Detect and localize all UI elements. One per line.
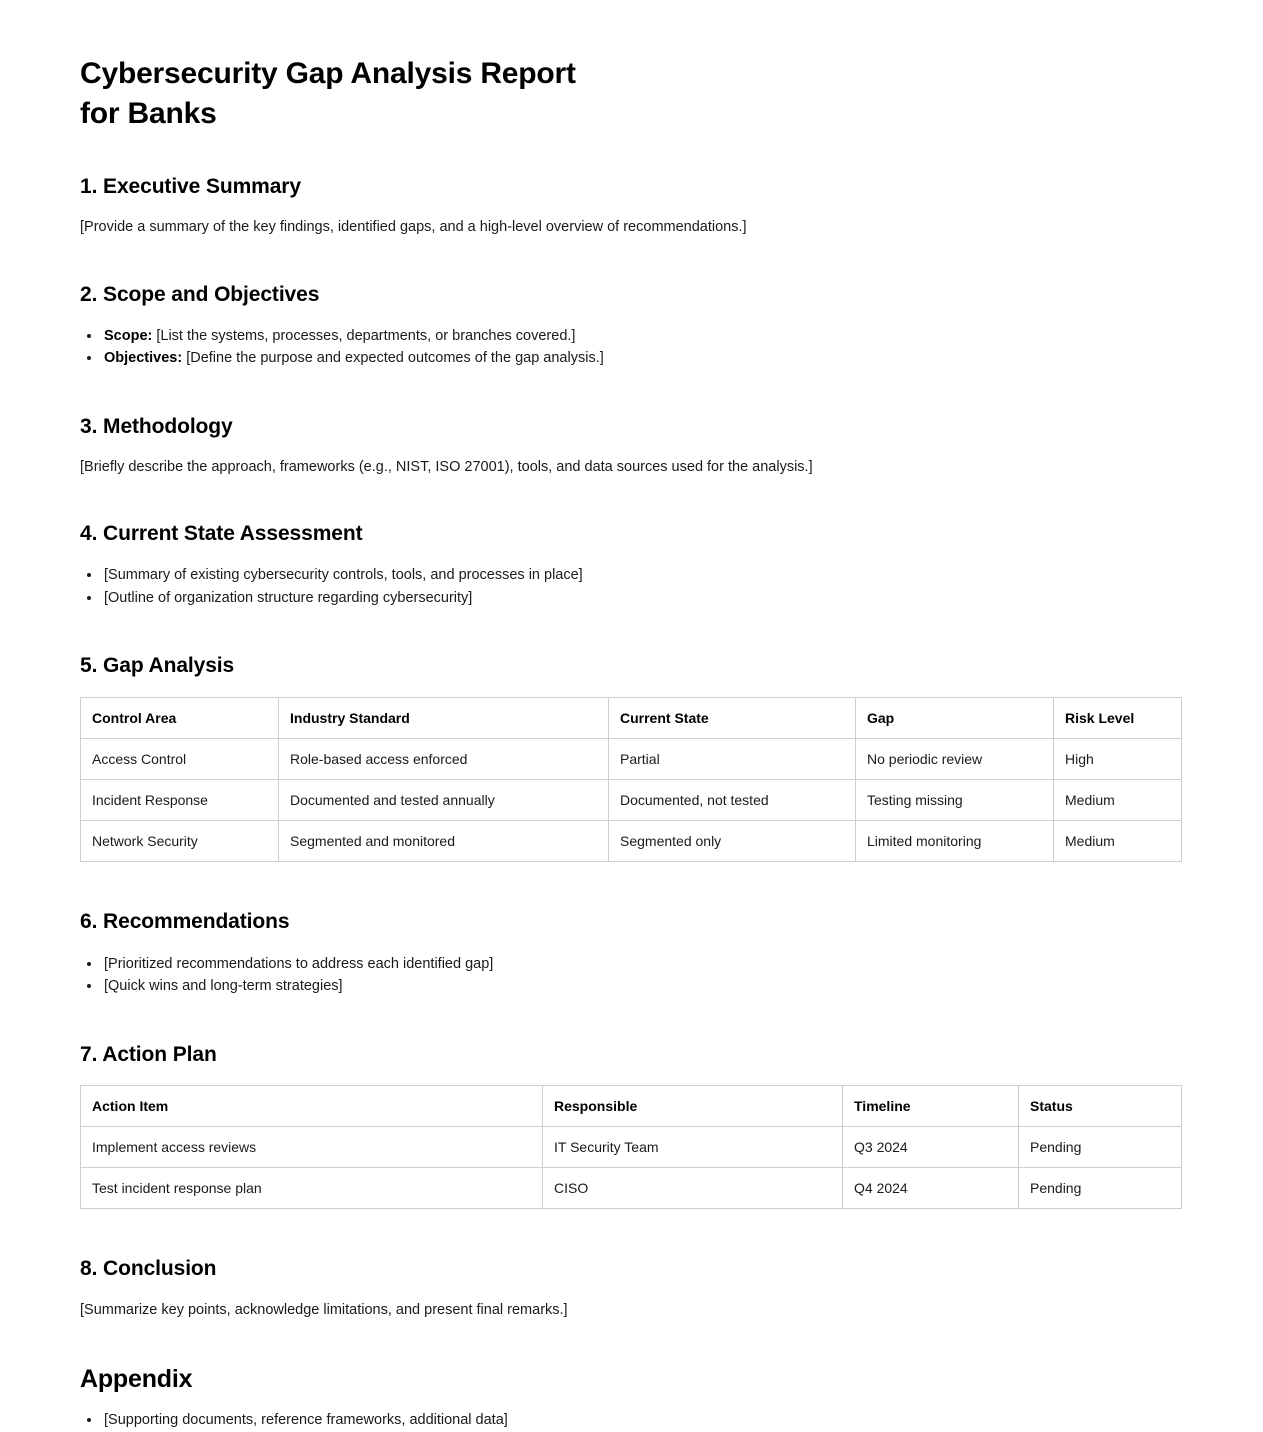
column-header-gap: Gap bbox=[856, 697, 1054, 738]
cell-control-area: Access Control bbox=[81, 738, 279, 779]
section-conclusion bbox=[80, 1255, 1185, 1320]
conclusion-body: [Summarize key points, acknowledge limitations, and present final remarks.] bbox=[80, 1301, 568, 1318]
cell-industry-standard: Segmented and monitored bbox=[279, 821, 609, 862]
executive-summary-body: [Provide a summary of the key findings, identified gaps, and a high-level overview of recommendations.] bbox=[80, 219, 747, 236]
section-current-state-assessment bbox=[80, 520, 1185, 609]
objectives-text: [Define the purpose and expected outcomes of the gap analysis.] bbox=[182, 350, 604, 367]
column-header-control-area: Control Area bbox=[81, 697, 279, 738]
column-header-timeline: Timeline bbox=[843, 1085, 1019, 1126]
section-heading-conclusion: 8. Conclusion bbox=[80, 1257, 217, 1281]
current-state-list bbox=[80, 564, 1185, 609]
cell-status: Pending bbox=[1019, 1168, 1182, 1209]
cell-gap: Testing missing bbox=[856, 779, 1054, 820]
list-item: • [Supporting documents, reference frameworks, additional data] bbox=[102, 1409, 1185, 1431]
section-methodology bbox=[80, 413, 1185, 478]
column-header-responsible: Responsible bbox=[543, 1085, 843, 1126]
cell-current-state: Partial bbox=[609, 738, 856, 779]
table-row bbox=[81, 1168, 1182, 1209]
cell-industry-standard: Role-based access enforced bbox=[279, 738, 609, 779]
recommendations-list bbox=[80, 953, 1185, 998]
table-row bbox=[81, 1127, 1182, 1168]
section-recommendations bbox=[80, 908, 1185, 997]
scope-label: Scope: bbox=[104, 327, 153, 344]
cell-responsible: IT Security Team bbox=[543, 1127, 843, 1168]
section-executive-summary bbox=[80, 173, 1185, 238]
table-row bbox=[81, 821, 1182, 862]
cell-control-area: Incident Response bbox=[81, 779, 279, 820]
cell-industry-standard: Documented and tested annually bbox=[279, 779, 609, 820]
appendix-list bbox=[80, 1409, 1185, 1431]
cell-status: Pending bbox=[1019, 1127, 1182, 1168]
cell-risk-level: Medium bbox=[1054, 779, 1182, 820]
cell-action-item: Implement access reviews bbox=[81, 1127, 543, 1168]
scope-objectives-list bbox=[80, 325, 1185, 370]
cell-gap: Limited monitoring bbox=[856, 821, 1054, 862]
section-action-plan bbox=[80, 1041, 1185, 1210]
section-appendix bbox=[80, 1363, 1185, 1432]
table-row bbox=[81, 738, 1182, 779]
section-heading-current-state-assessment: 4. Current State Assessment bbox=[80, 522, 363, 546]
cell-current-state: Documented, not tested bbox=[609, 779, 856, 820]
table-header-row bbox=[81, 1085, 1182, 1126]
page-title-line-2: for Banks bbox=[80, 96, 217, 130]
cell-gap: No periodic review bbox=[856, 738, 1054, 779]
column-header-risk-level: Risk Level bbox=[1054, 697, 1182, 738]
list-item: • [Outline of organization structure regarding cybersecurity] bbox=[102, 587, 1185, 609]
cell-responsible: CISO bbox=[543, 1168, 843, 1209]
gap-analysis-table bbox=[80, 697, 1182, 863]
action-plan-table bbox=[80, 1085, 1182, 1210]
list-item bbox=[102, 347, 1185, 369]
section-heading-action-plan: 7. Action Plan bbox=[80, 1042, 217, 1066]
section-scope-objectives bbox=[80, 281, 1185, 370]
list-item: • [Summary of existing cybersecurity controls, tools, and processes in place] bbox=[102, 564, 1185, 586]
table-header-row bbox=[81, 697, 1182, 738]
table-row bbox=[81, 779, 1182, 820]
column-header-status: Status bbox=[1019, 1085, 1182, 1126]
scope-text: [List the systems, processes, departments, or branches covered.] bbox=[152, 327, 576, 344]
cell-current-state: Segmented only bbox=[609, 821, 856, 862]
cell-control-area: Network Security bbox=[81, 821, 279, 862]
list-item: • [Quick wins and long-term strategies] bbox=[102, 975, 1185, 997]
objectives-label: Objectives: bbox=[104, 350, 183, 367]
section-heading-recommendations: 6. Recommendations bbox=[80, 910, 290, 934]
column-header-action-item: Action Item bbox=[81, 1085, 543, 1126]
cell-risk-level: High bbox=[1054, 738, 1182, 779]
section-heading-scope-objectives: 2. Scope and Objectives bbox=[80, 282, 320, 306]
list-item: • [Prioritized recommendations to address each identified gap] bbox=[102, 953, 1185, 975]
list-item bbox=[102, 325, 1185, 347]
section-heading-executive-summary: 1. Executive Summary bbox=[80, 175, 301, 199]
column-header-industry-standard: Industry Standard bbox=[279, 697, 609, 738]
page-title bbox=[80, 54, 720, 133]
cell-timeline: Q3 2024 bbox=[843, 1127, 1019, 1168]
column-header-current-state: Current State bbox=[609, 697, 856, 738]
section-gap-analysis bbox=[80, 652, 1185, 862]
page-title-line-1: Cybersecurity Gap Analysis Report bbox=[80, 57, 576, 90]
cell-action-item: Test incident response plan bbox=[81, 1168, 543, 1209]
cell-timeline: Q4 2024 bbox=[843, 1168, 1019, 1209]
section-heading-appendix: Appendix bbox=[80, 1364, 193, 1393]
section-heading-methodology: 3. Methodology bbox=[80, 414, 233, 438]
section-heading-gap-analysis: 5. Gap Analysis bbox=[80, 654, 235, 678]
methodology-body: [Briefly describe the approach, frameworks (e.g., NIST, ISO 27001), tools, and data sources used for the analysis.] bbox=[80, 459, 813, 476]
cell-risk-level: Medium bbox=[1054, 821, 1182, 862]
